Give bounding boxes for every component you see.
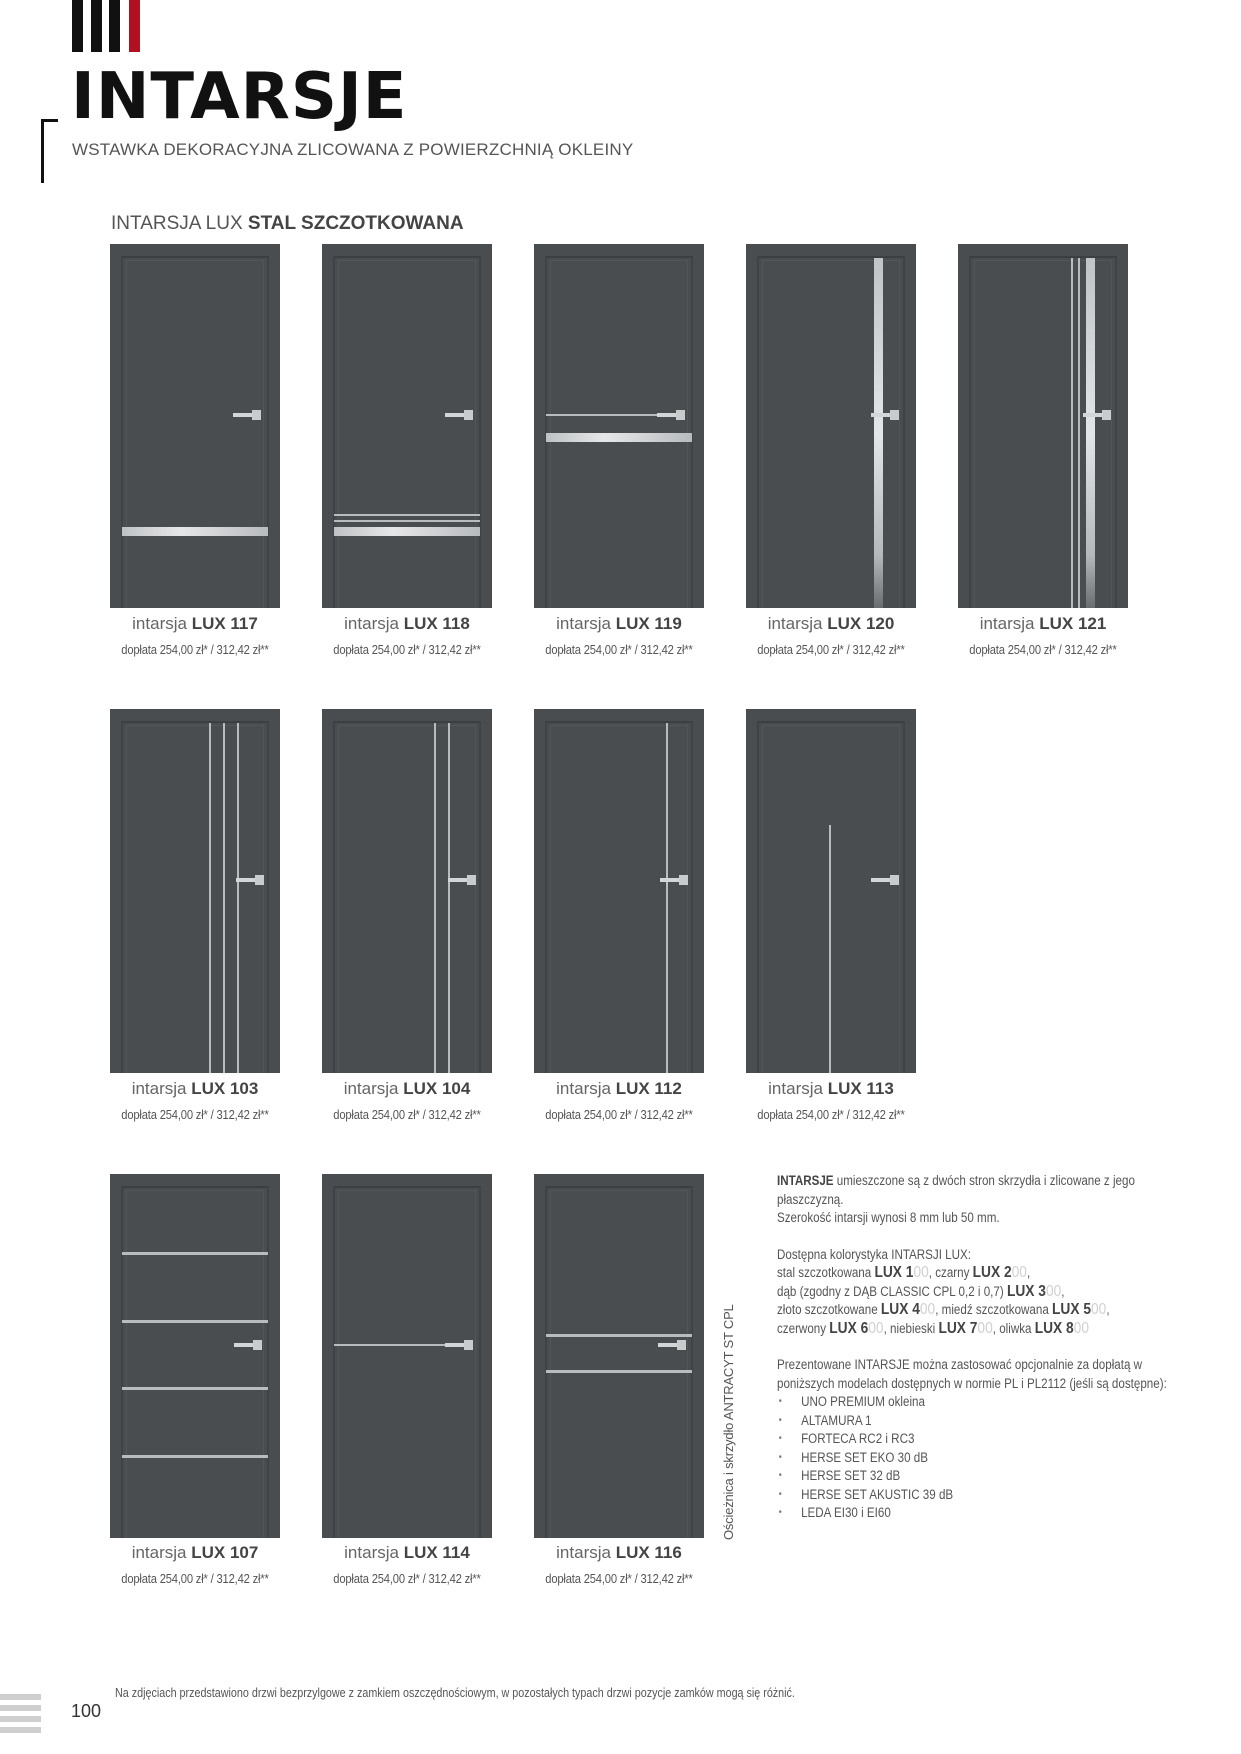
door-model-name: intarsja LUX 103	[131, 1079, 259, 1098]
footer-stripe	[0, 1694, 41, 1700]
models-list	[777, 1393, 1181, 1523]
door-price: dopłata 254,00 zł* / 312,42 zł**	[121, 1107, 269, 1122]
door-model-name: intarsja LUX 112	[556, 1079, 682, 1098]
intarsia-line	[1071, 258, 1073, 608]
bracket-decoration	[41, 119, 58, 122]
page-number: 100	[71, 1701, 102, 1721]
list-item: • HERSE SET 32 dB	[777, 1467, 1181, 1486]
section-title-prefix: INTARSJA LUX	[111, 213, 248, 234]
list-item: • UNO PREMIUM okleina	[777, 1393, 1181, 1412]
intarsia-line	[122, 1387, 268, 1390]
door-handle-icon	[871, 875, 899, 885]
door-price: dopłata 254,00 zł* / 312,42 zł**	[757, 1107, 905, 1122]
door-image-lux-117	[110, 244, 280, 608]
list-item: • FORTECA RC2 i RC3	[777, 1430, 1181, 1449]
intarsia-line	[334, 520, 480, 522]
door-frame-inner	[338, 260, 476, 608]
intarsia-line	[546, 1334, 692, 1337]
door-image-lux-107	[110, 1174, 280, 1538]
door-frame-inner	[338, 1190, 476, 1538]
info-width: Szerokość intarsji wynosi 8 mm lub 50 mm.	[777, 1210, 1000, 1225]
door-price: dopłata 254,00 zł* / 312,42 zł**	[333, 642, 481, 657]
door-image-lux-119	[534, 244, 704, 608]
door-caption	[307, 1079, 507, 1122]
intarsia-strip	[334, 527, 480, 536]
door-price: dopłata 254,00 zł* / 312,42 zł**	[545, 1107, 693, 1122]
intarsia-line	[122, 1320, 268, 1323]
logo-bar	[109, 0, 120, 52]
door-handle-icon	[234, 1340, 262, 1350]
door-price: dopłata 254,00 zł* / 312,42 zł**	[545, 1571, 693, 1586]
door-handle-icon	[871, 410, 899, 420]
door-caption	[95, 614, 295, 657]
intarsia-line	[829, 825, 831, 1073]
door-handle-icon	[1083, 410, 1111, 420]
models-intro: Prezentowane INTARSJE można zastosować opcjonalnie za dopłatą w poniższych modelach dostępnych w normie PL i PL2112 (jeśli są dostępne):	[777, 1357, 1167, 1391]
door-handle-icon	[660, 875, 688, 885]
door-model-name: intarsja LUX 117	[132, 614, 258, 633]
intarsia-line	[546, 1370, 692, 1373]
footer-stripe	[0, 1705, 41, 1711]
colors-heading: Dostępna kolorystyka INTARSJI LUX:	[777, 1246, 971, 1262]
intarsia-strip	[122, 527, 268, 536]
door-caption	[519, 614, 719, 657]
door-frame-inner	[126, 725, 264, 1073]
colors-line: czerwony LUX 600, niebieski LUX 700, oliwka LUX 800	[777, 1319, 1089, 1337]
logo-bar	[91, 0, 102, 52]
door-caption	[307, 614, 507, 657]
door-caption	[943, 614, 1143, 657]
door-caption	[519, 1543, 719, 1586]
section-title-bold: STAL SZCZOTKOWANA	[247, 213, 464, 234]
door-caption	[95, 1079, 295, 1122]
footer-stripe	[0, 1727, 41, 1733]
intarsia-line	[334, 1344, 462, 1346]
info-intro: INTARSJE umieszczone są z dwóch stron skrzydła i zlicowane z jego płaszczyzną.	[777, 1173, 1135, 1207]
door-image-lux-112	[534, 709, 704, 1073]
intarsia-line	[122, 1252, 268, 1255]
intarsia-line	[1078, 258, 1080, 608]
info-text-block	[777, 1172, 1181, 1523]
door-image-lux-103	[110, 709, 280, 1073]
logo-bar-red	[129, 0, 140, 52]
intarsia-line	[434, 723, 436, 1073]
door-image-lux-118	[322, 244, 492, 608]
page-title: INTARSJE	[71, 60, 408, 134]
door-model-name: intarsja LUX 121	[979, 614, 1107, 633]
door-model-name: intarsja LUX 116	[556, 1543, 682, 1562]
door-handle-icon	[445, 410, 473, 420]
door-frame-inner	[126, 260, 264, 608]
intarsia-line	[237, 723, 239, 1073]
door-image-lux-120	[746, 244, 916, 608]
colors-line: dąb (zgodny z DĄB CLASSIC CPL 0,2 i 0,7) LUX 300,	[777, 1282, 1065, 1300]
intarsia-strip	[546, 433, 692, 442]
intarsia-line	[666, 723, 668, 1073]
door-price: dopłata 254,00 zł* / 312,42 zł**	[969, 642, 1117, 657]
colors-line: złoto szczotkowane LUX 400, miedź szczotkowana LUX 500,	[777, 1301, 1110, 1318]
section-title	[111, 213, 464, 235]
door-frame-inner	[550, 1190, 688, 1538]
door-handle-icon	[657, 410, 685, 420]
door-price: dopłata 254,00 zł* / 312,42 zł**	[121, 1571, 269, 1586]
door-model-name: intarsja LUX 120	[767, 614, 895, 633]
door-handle-icon	[236, 875, 264, 885]
list-item: • HERSE SET AKUSTIC 39 dB	[777, 1486, 1181, 1505]
footnote: Na zdjęciach przedstawiono drzwi bezprzylgowe z zamkiem oszczędnościowym, w pozostałych typach drzwi pozycje zamków mogą się różnić.	[115, 1686, 795, 1700]
door-frame-inner	[338, 725, 476, 1073]
logo-bar	[72, 0, 83, 52]
intarsia-vertical-strip	[1086, 258, 1095, 608]
intarsia-line	[223, 723, 225, 1073]
door-caption	[95, 1543, 295, 1586]
door-image-lux-104	[322, 709, 492, 1073]
door-model-name: intarsja LUX 114	[344, 1543, 470, 1562]
door-price: dopłata 254,00 zł* / 312,42 zł**	[333, 1571, 481, 1586]
door-handle-icon	[448, 875, 476, 885]
list-item: • LEDA EI30 i EI60	[777, 1504, 1181, 1523]
door-image-lux-114	[322, 1174, 492, 1538]
intarsia-line	[448, 723, 450, 1073]
list-item: • ALTAMURA 1	[777, 1412, 1181, 1431]
footer-stripe	[0, 1716, 41, 1722]
door-model-name: intarsja LUX 119	[556, 614, 682, 633]
door-caption	[731, 1079, 931, 1122]
intarsia-line	[209, 723, 211, 1073]
door-price: dopłata 254,00 zł* / 312,42 zł**	[121, 642, 269, 657]
door-model-name: intarsja LUX 107	[131, 1543, 259, 1562]
door-image-lux-121	[958, 244, 1128, 608]
door-price: dopłata 254,00 zł* / 312,42 zł**	[545, 642, 693, 657]
door-caption	[731, 614, 931, 657]
door-handle-icon	[445, 1340, 473, 1350]
door-image-lux-113	[746, 709, 916, 1073]
frame-finish-label: Ościeżnica i skrzydło ANTRACYT ST CPL	[721, 1304, 736, 1540]
bracket-decoration	[41, 119, 44, 183]
colors-line: stal szczotkowana LUX 100, czarny LUX 200,	[777, 1264, 1031, 1281]
door-price: dopłata 254,00 zł* / 312,42 zł**	[757, 642, 905, 657]
door-image-lux-116	[534, 1174, 704, 1538]
intarsia-line	[122, 1455, 268, 1458]
list-item: • HERSE SET EKO 30 dB	[777, 1449, 1181, 1468]
page-subtitle: WSTAWKA DEKORACYJNA ZLICOWANA Z POWIERZCHNIĄ OKLEINY	[72, 140, 634, 159]
door-caption	[519, 1079, 719, 1122]
door-model-name: intarsja LUX 104	[343, 1079, 471, 1098]
door-handle-icon	[658, 1340, 686, 1350]
door-price: dopłata 254,00 zł* / 312,42 zł**	[333, 1107, 481, 1122]
door-model-name: intarsja LUX 113	[768, 1079, 894, 1098]
intarsia-vertical-strip	[874, 258, 883, 608]
intarsia-line	[546, 414, 674, 416]
door-handle-icon	[233, 410, 261, 420]
intarsia-line	[334, 514, 480, 516]
door-frame-inner	[126, 1190, 264, 1538]
door-model-name: intarsja LUX 118	[344, 614, 470, 633]
door-frame-inner	[762, 725, 900, 1073]
door-caption	[307, 1543, 507, 1586]
